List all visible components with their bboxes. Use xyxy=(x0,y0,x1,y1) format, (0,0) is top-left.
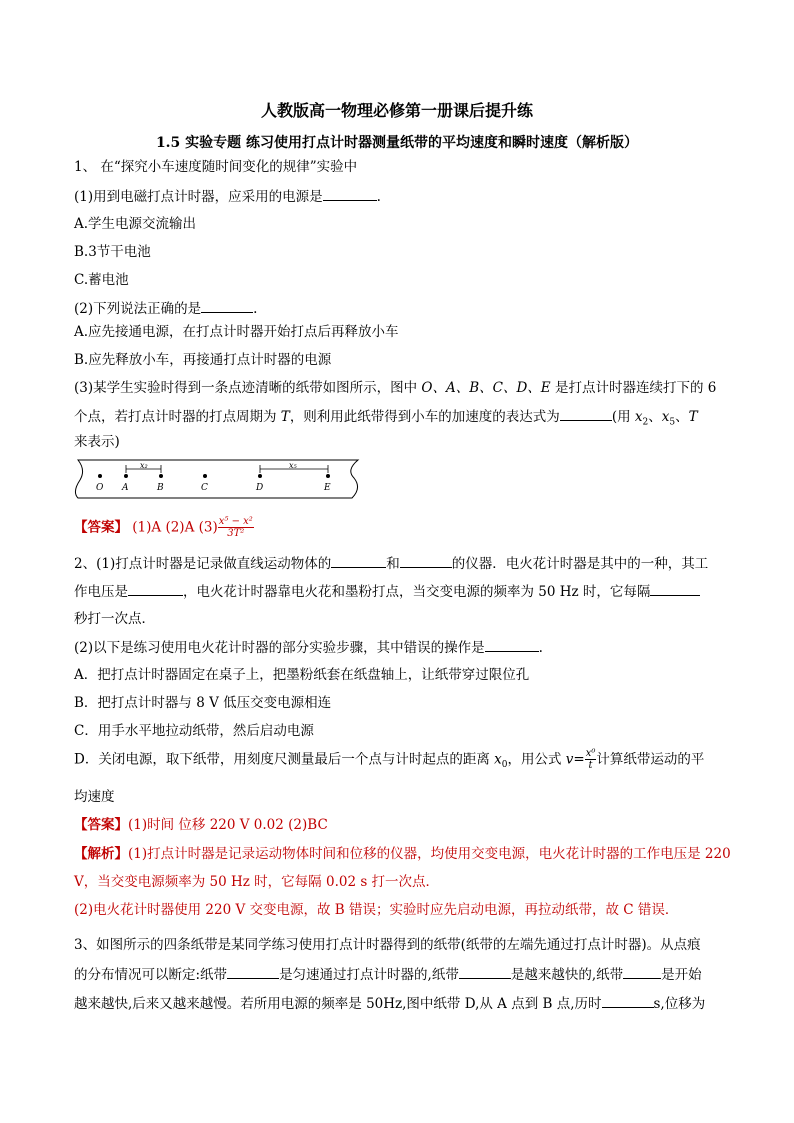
q2-answer: 【答案】(1)时间 位移 220 V 0.02 (2)BC xyxy=(74,817,328,833)
tape-label-d: D xyxy=(256,483,264,493)
q2-line1: 2、(1)打点计时器是记录做直线运动物体的 和 的仪器．电火花计时器是其中的一种，其工 xyxy=(74,553,708,574)
analysis-tag: 【解析】 xyxy=(74,846,128,862)
tape-label-a: A xyxy=(122,483,129,493)
q1-part1: (1)用到电磁打点计时器，应采用的电源是 . xyxy=(74,186,381,207)
tape-dot-c xyxy=(203,474,207,478)
tape-label-b: B xyxy=(157,483,164,493)
answer-tag: 【答案】 xyxy=(74,817,128,833)
q2-option-d: D．关闭电源，取下纸带，用刻度尺测量最后一个点与计时起点的距离 $x_0$，用公式 v= $\frac{\text{x⁰}}{t}$ 计算纸带运动的平 xyxy=(74,748,705,771)
paper-tape-figure xyxy=(70,458,370,500)
q1-answer: 【答案】 (1)A (2)A (3) $\frac{\text{x⁵ − x²}}{\text{3T²}}$ xyxy=(74,516,253,539)
answer-blank xyxy=(201,298,253,313)
q1-option-b: B.3节干电池 xyxy=(74,244,151,260)
answer-blank xyxy=(331,553,386,568)
q2-option-a: A．把打点计时器固定在桌子上，把墨粉纸套在纸盘轴上，让纸带穿过限位孔 xyxy=(74,667,530,683)
q3-line2: 的分布情况可以断定:纸带 是匀速通过打点计时器的,纸带 是越来越快的,纸带 是开始 xyxy=(74,964,702,985)
q2-analysis-line1: 【解析】(1)打点计时器是记录运动物体时间和位移的仪器，均使用交变电源，电火花计时器的工作电压是 220 xyxy=(74,846,731,862)
q3-line1: 3、如图所示的四条纸带是某同学练习使用打点计时器得到的纸带(纸带的左端先通过打点计时器)。从点痕 xyxy=(74,937,701,953)
q2-line2: 作电压是 ，电火花计时器靠电火花和墨粉打点，当交变电源的频率为 50 Hz 时，它每隔 xyxy=(74,581,700,602)
q3-line3: 越来越快,后来又越来越慢。若所用电源的频率是 50Hz,图中纸带 D,从 A 点到 B 点,历时 s,位移为 xyxy=(74,993,705,1014)
q2-analysis-line2: V，当交变电源频率为 50 Hz 时，它每隔 0.02 s 打一次点． xyxy=(74,874,440,890)
answer-blank xyxy=(227,964,279,979)
document-subtitle: 1.5 实验专题 练习使用打点计时器测量纸带的平均速度和瞬时速度（解析版） xyxy=(155,135,639,151)
answer-blank xyxy=(485,637,539,652)
tape-x5-label: x₅ xyxy=(289,461,297,470)
q2-option-c: C．用手水平地拉动纸带，然后启动电源 xyxy=(74,723,314,739)
answer-blank xyxy=(623,964,661,979)
q1-part3-line3: 来表示) xyxy=(74,434,120,450)
answer-blank xyxy=(560,406,612,421)
answer-blank xyxy=(323,186,377,201)
q2-line4: (2)以下是练习使用电火花计时器的部分实验步骤，其中错误的操作是 . xyxy=(74,637,543,658)
q1-option-b2: B.应先释放小车，再接通打点计时器的电源 xyxy=(74,352,332,368)
q1-option-c: C.蓄电池 xyxy=(74,272,129,288)
tape-dot-a xyxy=(124,474,128,478)
q1-option-a2: A.应先接通电源，在打点计时器开始打点后再释放小车 xyxy=(74,324,399,340)
q2-option-b: B．把打点计时器与 8 V 低压交变电源相连 xyxy=(74,695,332,711)
q1-part3-line1: (3)某学生实验时得到一条点迹清晰的纸带如图所示，图中 O、A、B、C、D、E 是打点计时器连续打下的 6 xyxy=(74,380,717,396)
q2-analysis-line3: (2)电火花计时器使用 220 V 交变电源，故 B 错误；实验时应先启动电源，再拉动纸带，故 C 错误． xyxy=(74,902,679,918)
answer-blank xyxy=(650,581,700,596)
tape-x2-label: x₂ xyxy=(140,461,148,470)
tape-dot-e xyxy=(326,474,330,478)
document-title: 人教版高一物理必修第一册课后提升练 xyxy=(260,101,533,120)
q1-part3-line2: 个点，若打点计时器的打点周期为 T，则利用此纸带得到小车的加速度的表达式为 (用 $x_2$、$x_5$、T xyxy=(74,406,698,433)
tape-dot-o xyxy=(98,474,102,478)
answer-blank xyxy=(400,553,452,568)
q1-option-a: A.学生电源交流输出 xyxy=(74,216,197,232)
q1-part2: (2)下列说法正确的是 . xyxy=(74,298,257,319)
answer-blank xyxy=(602,993,654,1008)
q1-intro: 1、 在“探究小车速度随时间变化的规律”实验中 xyxy=(74,159,358,175)
tape-label-o: O xyxy=(96,483,104,493)
q2-line3: 秒打一次点． xyxy=(74,611,155,627)
tape-dot-d xyxy=(258,474,262,478)
formula-fraction: $\frac{\text{x⁰}}{t}$ xyxy=(585,748,596,771)
answer-blank xyxy=(459,964,511,979)
tape-dot-b xyxy=(159,474,163,478)
tape-label-e: E xyxy=(324,483,331,493)
q2-option-d-line2: 均速度 xyxy=(74,789,115,805)
answer-blank xyxy=(128,581,183,596)
tape-label-c: C xyxy=(201,483,208,493)
answer-tag: 【答案】 xyxy=(74,519,128,536)
paper-tape-outline xyxy=(75,460,358,498)
answer-fraction: $\frac{\text{x⁵ − x²}}{\text{3T²}}$ xyxy=(218,516,253,539)
